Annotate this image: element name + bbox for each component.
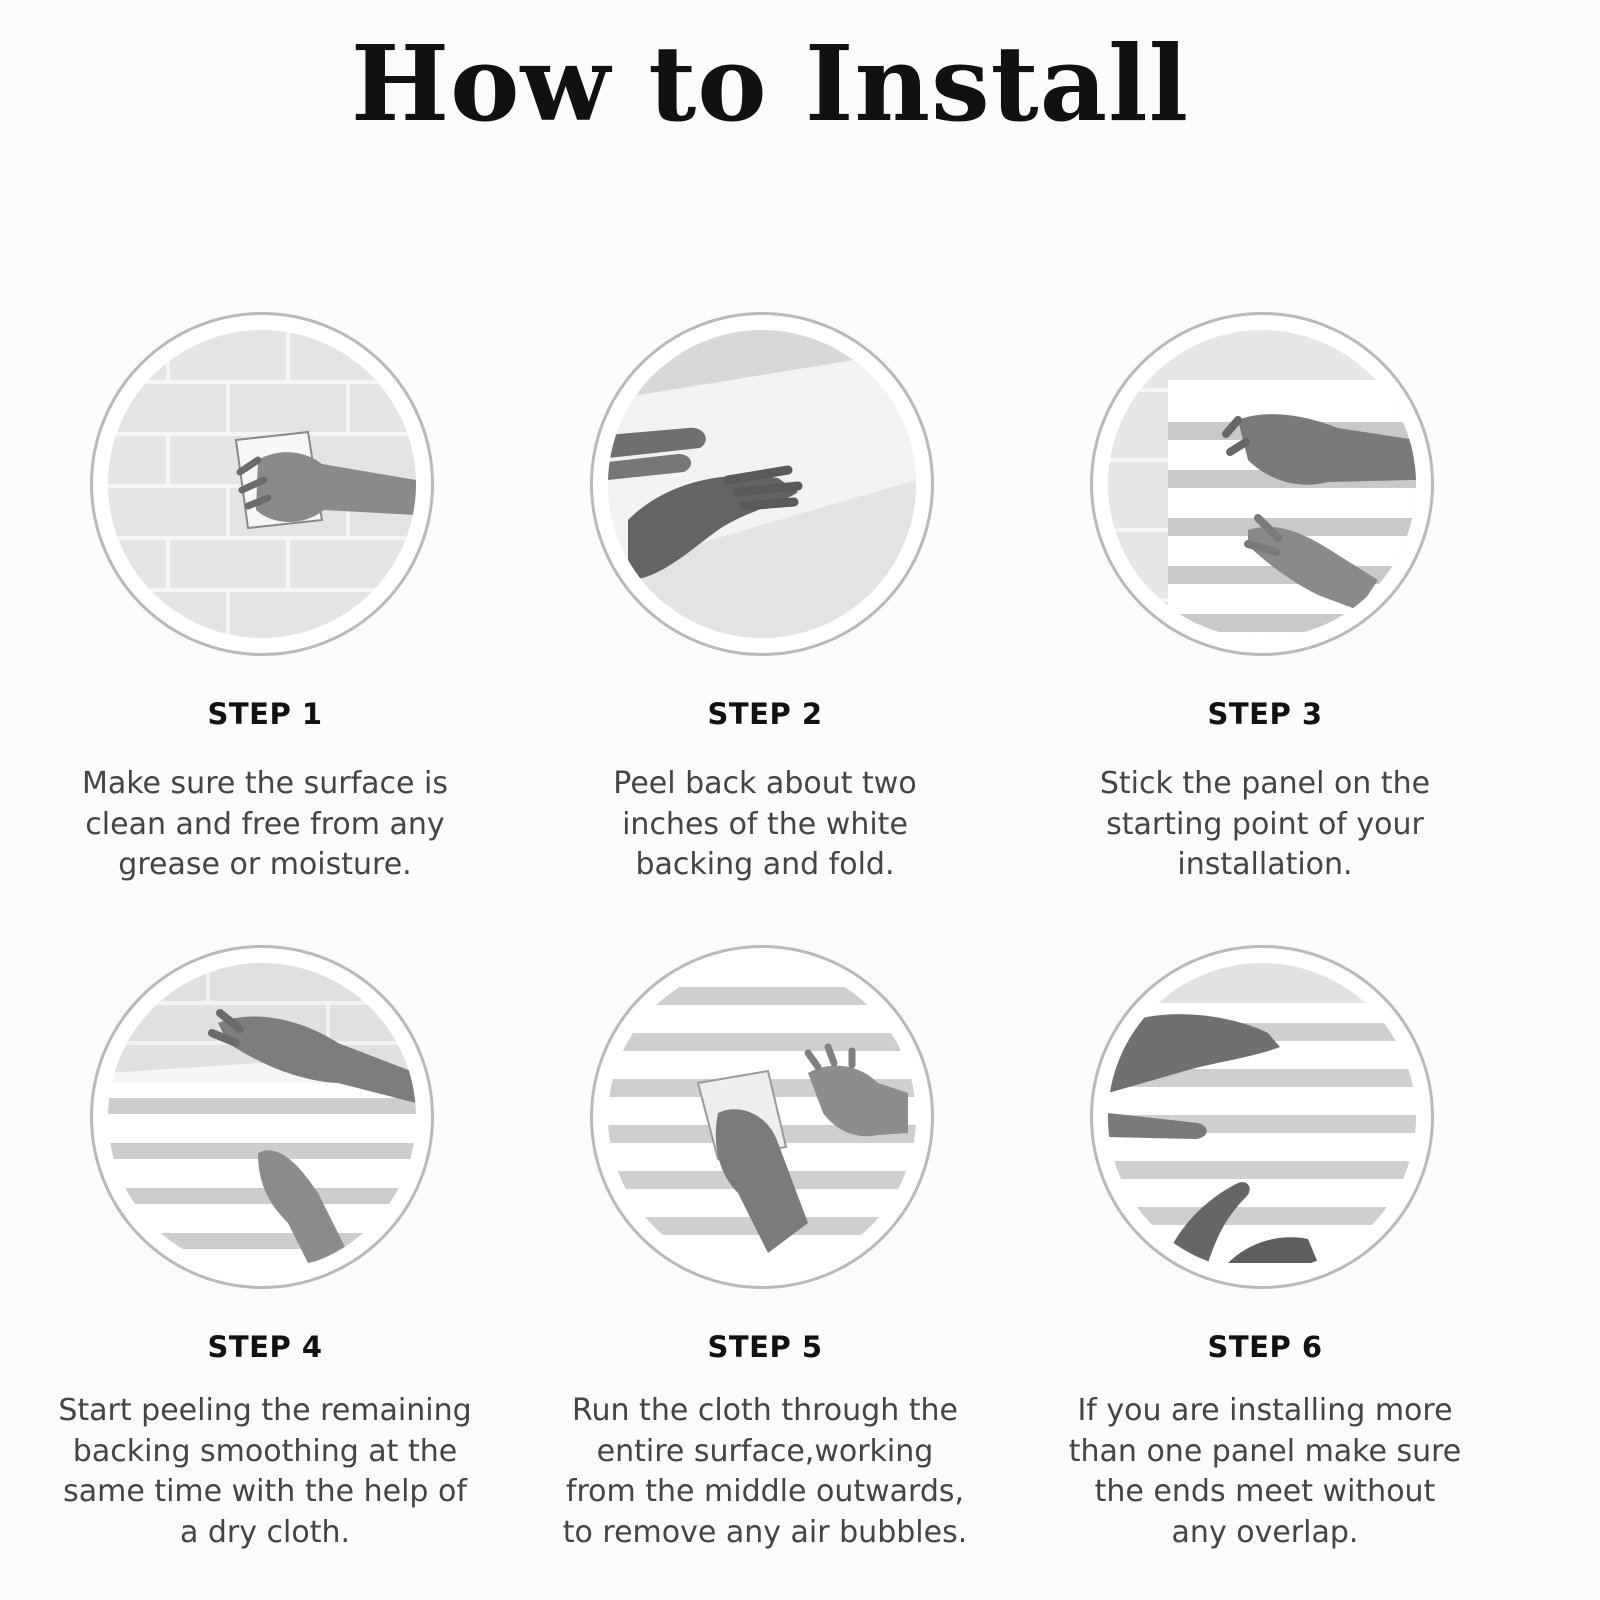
hand-wiping-tile-wall-icon [108,330,416,638]
step-5-text: Run the cloth through the entire surface,working from the middle outwards, to remove any air bubbles. [562,1393,968,1550]
step-3-text: Stick the panel on the starting point of your installation. [1099,766,1431,882]
hands-placing-panel-icon [1108,330,1416,638]
step-3-label: STEP 3 [1207,697,1323,731]
step-2-text: Peel back about two inches of the white backing and fold. [613,766,917,882]
hands-peeling-remaining-backing-icon [108,963,416,1271]
page-title: How to Install [350,22,1190,145]
hands-peeling-backing-icon [608,330,916,638]
step-5-label: STEP 5 [707,1330,823,1364]
step-6-photo [1090,945,1434,1289]
step-2-photo [590,312,934,656]
step-1-photo [90,312,434,656]
step-4-photo [90,945,434,1289]
step-1-label: STEP 1 [207,697,323,731]
hand-smoothing-with-cloth-icon [608,963,916,1271]
step-2-label: STEP 2 [707,697,823,731]
hands-aligning-panels-icon [1108,963,1416,1271]
step-1-text: Make sure the surface is clean and free from any grease or moisture. [81,766,449,882]
step-5-photo [590,945,934,1289]
step-4-label: STEP 4 [207,1330,323,1364]
step-6-text: If you are installing more than one panel make sure the ends meet without any overlap. [1068,1393,1462,1550]
step-6-label: STEP 6 [1207,1330,1323,1364]
step-3-photo [1090,312,1434,656]
step-4-text: Start peeling the remaining backing smoothing at the same time with the help of a dry cloth. [58,1393,472,1550]
